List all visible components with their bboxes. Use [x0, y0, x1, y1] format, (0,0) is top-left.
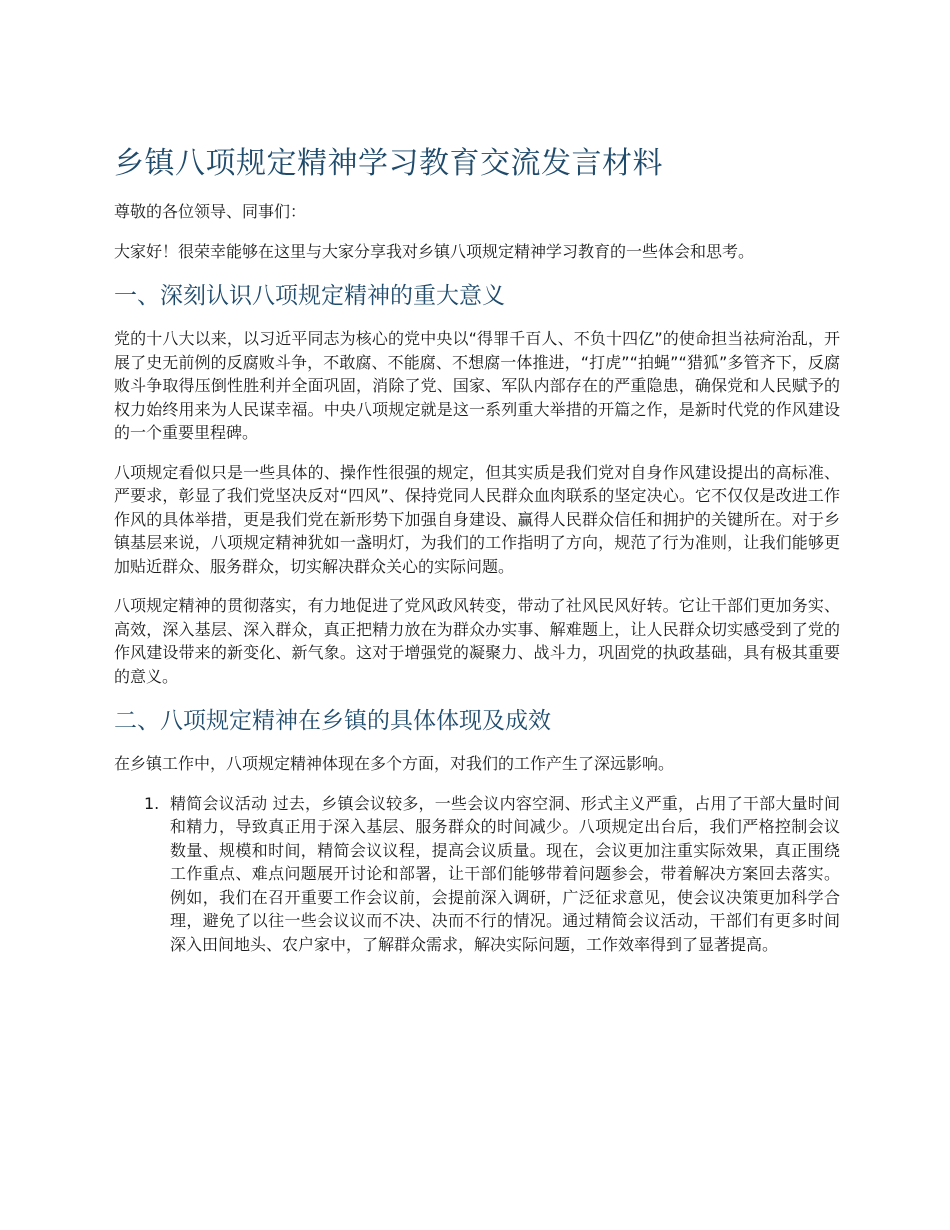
list-item-text: 精简会议活动 过去，乡镇会议较多，一些会议内容空洞、形式主义严重，占用了干部大量时间和精力，导致真正用于深入基层、服务群众的时间减少。八项规定出台后，我们严格控制会议数量、规模和时间，精简会议议程，提高会议质量。现在，会议更加注重实际效果，真正围绕工作重点、难点问题展开讨论和部署，让干部们能够带着问题参会，带着解决方案回去落实。例如，我们在召开重要工作会议前，会提前深入调研，广泛征求意见，使会议决策更加科学合理，避免了以往一些会议议而不决、决而不行的情况。通过精简会议活动，干部们有更多时间深入田间地头、农户家中，了解群众需求，解决实际问题，工作效率得到了显著提高。 [170, 793, 840, 954]
section-1-heading: 一、深刻认识八项规定精神的重大意义 [114, 283, 505, 309]
document-title: 乡镇八项规定精神学习教育交流发言材料 [114, 146, 663, 181]
section-2-list [114, 792, 840, 957]
list-item [114, 792, 840, 957]
section-1-paragraph-3: 八项规定精神的贯彻落实，有力地促进了党风政风转变，带动了社风民风好转。它让干部们更加务实、高效，深入基层、深入群众，真正把精力放在为群众办实事、解难题上，让人民群众切实感受到了党的作风建设带来的新变化、新气象。这对于增强党的凝聚力、战斗力，巩固党的执政基础，具有极其重要的意义。 [114, 596, 840, 686]
section-2-heading: 二、八项规定精神在乡镇的具体体现及成效 [114, 708, 551, 734]
section-2-paragraph-1: 在乡镇工作中，八项规定精神体现在多个方面，对我们的工作产生了深远影响。 [114, 754, 675, 773]
section-1-paragraph-1: 党的十八大以来，以习近平同志为核心的党中央以“得罪千百人、不负十四亿”的使命担当祛疴治乱，开展了史无前例的反腐败斗争，不敢腐、不能腐、不想腐一体推进，“打虎”“拍蝇”“猎狐”多管齐下，反腐败斗争取得压倒性胜利并全面巩固，消除了党、国家、军队内部存在的严重隐患，确保党和人民赋予的权力始终用来为人民谋幸福。中央八项规定就是这一系列重大举措的开篇之作，是新时代党的作风建设的一个重要里程碑。 [114, 329, 840, 442]
greeting: 尊敬的各位领导、同事们： [114, 202, 307, 221]
section-1-paragraph-2: 八项规定看似只是一些具体的、操作性很强的规定，但其实质是我们党对自身作风建设提出的高标准、严要求，彰显了我们党坚决反对“四风”、保持党同人民群众血肉联系的坚定决心。它不仅仅是改进工作作风的具体举措，更是我们党在新形势下加强自身建设、赢得人民群众信任和拥护的关键所在。对于乡镇基层来说，八项规定精神犹如一盏明灯，为我们的工作指明了方向，规范了行为准则，让我们能够更加贴近群众、服务群众，切实解决群众关心的实际问题。 [114, 462, 840, 576]
intro-paragraph: 大家好！很荣幸能够在这里与大家分享我对乡镇八项规定精神学习教育的一些体会和思考。 [114, 241, 755, 261]
document-page [114, 142, 840, 956]
list-item-number: 1. [144, 793, 160, 813]
